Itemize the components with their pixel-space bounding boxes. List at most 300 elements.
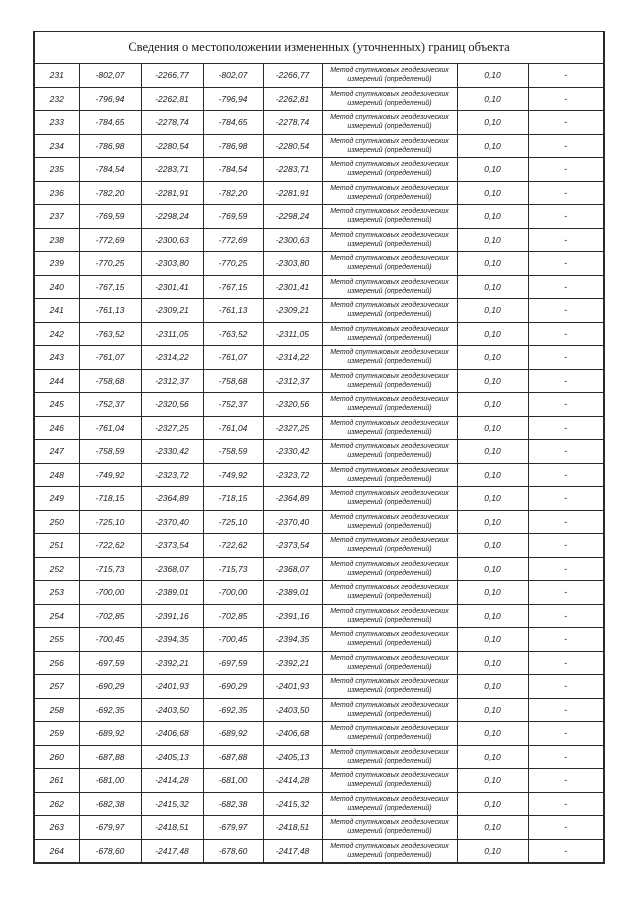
method-line-2: измерений (определений) bbox=[347, 217, 432, 225]
table-row bbox=[34, 698, 604, 722]
method-line-2: измерений (определений) bbox=[347, 851, 432, 859]
table-row bbox=[34, 745, 604, 769]
table-row bbox=[34, 534, 604, 558]
description-cell: - bbox=[528, 651, 604, 675]
updated-y-cell: -2391,16 bbox=[263, 604, 322, 628]
table-row bbox=[34, 557, 604, 581]
method-line-2: измерений (определений) bbox=[347, 828, 432, 836]
method-line-1: Метод спутниковых геодезических bbox=[330, 607, 449, 615]
accuracy-cell: 0,10 bbox=[457, 510, 528, 534]
method-line-2: измерений (определений) bbox=[347, 405, 432, 413]
point-number-cell: 233 bbox=[34, 111, 79, 135]
boundary-coordinates-table bbox=[33, 31, 605, 864]
method-line-1: Метод спутниковых геодезических bbox=[330, 819, 449, 827]
description-cell: - bbox=[528, 816, 604, 840]
updated-x-cell: -689,92 bbox=[203, 722, 263, 746]
table-row bbox=[34, 346, 604, 370]
accuracy-cell: 0,10 bbox=[457, 816, 528, 840]
description-cell: - bbox=[528, 792, 604, 816]
method-line-2: измерений (определений) bbox=[347, 522, 432, 530]
accuracy-cell: 0,10 bbox=[457, 369, 528, 393]
existing-y-cell: -2311,05 bbox=[141, 322, 203, 346]
existing-y-cell: -2312,37 bbox=[141, 369, 203, 393]
point-number-cell: 242 bbox=[34, 322, 79, 346]
point-number-cell: 257 bbox=[34, 675, 79, 699]
existing-y-cell: -2364,89 bbox=[141, 487, 203, 511]
method-line-2: измерений (определений) bbox=[347, 287, 432, 295]
method-cell bbox=[322, 181, 457, 205]
updated-x-cell: -700,45 bbox=[203, 628, 263, 652]
description-cell: - bbox=[528, 181, 604, 205]
accuracy-cell: 0,10 bbox=[457, 393, 528, 417]
method-cell bbox=[322, 628, 457, 652]
accuracy-cell: 0,10 bbox=[457, 604, 528, 628]
point-number-cell: 264 bbox=[34, 839, 79, 863]
updated-x-cell: -758,68 bbox=[203, 369, 263, 393]
method-cell bbox=[322, 158, 457, 182]
point-number-cell: 255 bbox=[34, 628, 79, 652]
method-line-2: измерений (определений) bbox=[347, 546, 432, 554]
updated-x-cell: -763,52 bbox=[203, 322, 263, 346]
accuracy-cell: 0,10 bbox=[457, 158, 528, 182]
updated-x-cell: -749,92 bbox=[203, 463, 263, 487]
existing-y-cell: -2370,40 bbox=[141, 510, 203, 534]
method-line-2: измерений (определений) bbox=[347, 475, 432, 483]
description-cell: - bbox=[528, 299, 604, 323]
table-row bbox=[34, 252, 604, 276]
description-cell: - bbox=[528, 369, 604, 393]
existing-y-cell: -2280,54 bbox=[141, 134, 203, 158]
point-number-cell: 234 bbox=[34, 134, 79, 158]
updated-x-cell: -761,04 bbox=[203, 416, 263, 440]
table-row bbox=[34, 651, 604, 675]
updated-y-cell: -2406,68 bbox=[263, 722, 322, 746]
table-row bbox=[34, 463, 604, 487]
method-line-2: измерений (определений) bbox=[347, 569, 432, 577]
method-cell bbox=[322, 228, 457, 252]
method-line-2: измерений (определений) bbox=[347, 663, 432, 671]
method-line-2: измерений (определений) bbox=[347, 710, 432, 718]
updated-y-cell: -2309,21 bbox=[263, 299, 322, 323]
method-line-2: измерений (определений) bbox=[347, 734, 432, 742]
table-row bbox=[34, 322, 604, 346]
existing-x-cell: -770,25 bbox=[79, 252, 141, 276]
updated-x-cell: -722,62 bbox=[203, 534, 263, 558]
accuracy-cell: 0,10 bbox=[457, 628, 528, 652]
description-cell: - bbox=[528, 252, 604, 276]
method-line-2: измерений (определений) bbox=[347, 240, 432, 248]
method-line-1: Метод спутниковых геодезических bbox=[330, 255, 449, 263]
updated-x-cell: -784,54 bbox=[203, 158, 263, 182]
updated-y-cell: -2283,71 bbox=[263, 158, 322, 182]
table-row bbox=[34, 792, 604, 816]
updated-x-cell: -767,15 bbox=[203, 275, 263, 299]
method-cell bbox=[322, 322, 457, 346]
method-line-1: Метод спутниковых геодезических bbox=[330, 466, 449, 474]
point-number-cell: 254 bbox=[34, 604, 79, 628]
updated-x-cell: -758,59 bbox=[203, 440, 263, 464]
method-line-2: измерений (определений) bbox=[347, 99, 432, 107]
existing-y-cell: -2417,48 bbox=[141, 839, 203, 863]
existing-x-cell: -796,94 bbox=[79, 87, 141, 111]
method-line-1: Метод спутниковых геодезических bbox=[330, 584, 449, 592]
method-line-2: измерений (определений) bbox=[347, 311, 432, 319]
updated-x-cell: -702,85 bbox=[203, 604, 263, 628]
table-row bbox=[34, 839, 604, 863]
table-title: Сведения о местоположении измененных (уточненных) границ объекта bbox=[34, 32, 604, 64]
accuracy-cell: 0,10 bbox=[457, 722, 528, 746]
updated-y-cell: -2418,51 bbox=[263, 816, 322, 840]
description-cell: - bbox=[528, 322, 604, 346]
method-cell bbox=[322, 111, 457, 135]
point-number-cell: 256 bbox=[34, 651, 79, 675]
updated-x-cell: -692,35 bbox=[203, 698, 263, 722]
accuracy-cell: 0,10 bbox=[457, 275, 528, 299]
point-number-cell: 247 bbox=[34, 440, 79, 464]
method-line-2: измерений (определений) bbox=[347, 757, 432, 765]
method-line-1: Метод спутниковых геодезических bbox=[330, 443, 449, 451]
existing-y-cell: -2405,13 bbox=[141, 745, 203, 769]
document-page bbox=[33, 31, 603, 864]
table-row bbox=[34, 510, 604, 534]
existing-x-cell: -761,07 bbox=[79, 346, 141, 370]
accuracy-cell: 0,10 bbox=[457, 698, 528, 722]
method-cell bbox=[322, 604, 457, 628]
existing-y-cell: -2330,42 bbox=[141, 440, 203, 464]
point-number-cell: 262 bbox=[34, 792, 79, 816]
point-number-cell: 231 bbox=[34, 64, 79, 88]
existing-y-cell: -2327,25 bbox=[141, 416, 203, 440]
updated-y-cell: -2392,21 bbox=[263, 651, 322, 675]
table-row bbox=[34, 816, 604, 840]
method-line-1: Метод спутниковых геодезических bbox=[330, 419, 449, 427]
method-line-1: Метод спутниковых геодезических bbox=[330, 678, 449, 686]
point-number-cell: 260 bbox=[34, 745, 79, 769]
method-cell bbox=[322, 581, 457, 605]
description-cell: - bbox=[528, 416, 604, 440]
method-cell bbox=[322, 64, 457, 88]
method-cell bbox=[322, 816, 457, 840]
method-line-1: Метод спутниковых геодезических bbox=[330, 67, 449, 75]
existing-y-cell: -2281,91 bbox=[141, 181, 203, 205]
accuracy-cell: 0,10 bbox=[457, 228, 528, 252]
updated-y-cell: -2389,01 bbox=[263, 581, 322, 605]
description-cell: - bbox=[528, 487, 604, 511]
method-line-2: измерений (определений) bbox=[347, 616, 432, 624]
existing-y-cell: -2320,56 bbox=[141, 393, 203, 417]
description-cell: - bbox=[528, 463, 604, 487]
existing-x-cell: -682,38 bbox=[79, 792, 141, 816]
accuracy-cell: 0,10 bbox=[457, 111, 528, 135]
existing-y-cell: -2262,81 bbox=[141, 87, 203, 111]
updated-x-cell: -681,00 bbox=[203, 769, 263, 793]
table-row bbox=[34, 416, 604, 440]
method-line-1: Метод спутниковых геодезических bbox=[330, 349, 449, 357]
updated-y-cell: -2330,42 bbox=[263, 440, 322, 464]
accuracy-cell: 0,10 bbox=[457, 487, 528, 511]
description-cell: - bbox=[528, 87, 604, 111]
method-line-2: измерений (определений) bbox=[347, 146, 432, 154]
accuracy-cell: 0,10 bbox=[457, 581, 528, 605]
updated-y-cell: -2278,74 bbox=[263, 111, 322, 135]
table-row bbox=[34, 134, 604, 158]
method-cell bbox=[322, 463, 457, 487]
accuracy-cell: 0,10 bbox=[457, 839, 528, 863]
table-row bbox=[34, 158, 604, 182]
existing-x-cell: -761,13 bbox=[79, 299, 141, 323]
description-cell: - bbox=[528, 769, 604, 793]
method-cell bbox=[322, 275, 457, 299]
updated-x-cell: -697,59 bbox=[203, 651, 263, 675]
updated-y-cell: -2280,54 bbox=[263, 134, 322, 158]
updated-y-cell: -2405,13 bbox=[263, 745, 322, 769]
method-line-1: Метод спутниковых геодезических bbox=[330, 184, 449, 192]
method-cell bbox=[322, 769, 457, 793]
point-number-cell: 249 bbox=[34, 487, 79, 511]
method-line-2: измерений (определений) bbox=[347, 170, 432, 178]
updated-x-cell: -687,88 bbox=[203, 745, 263, 769]
existing-y-cell: -2323,72 bbox=[141, 463, 203, 487]
existing-y-cell: -2368,07 bbox=[141, 557, 203, 581]
method-cell bbox=[322, 299, 457, 323]
method-line-1: Метод спутниковых геодезических bbox=[330, 278, 449, 286]
existing-x-cell: -692,35 bbox=[79, 698, 141, 722]
updated-x-cell: -752,37 bbox=[203, 393, 263, 417]
accuracy-cell: 0,10 bbox=[457, 557, 528, 581]
method-cell bbox=[322, 134, 457, 158]
existing-x-cell: -722,62 bbox=[79, 534, 141, 558]
accuracy-cell: 0,10 bbox=[457, 64, 528, 88]
method-line-2: измерений (определений) bbox=[347, 123, 432, 131]
updated-y-cell: -2301,41 bbox=[263, 275, 322, 299]
table-row bbox=[34, 675, 604, 699]
updated-y-cell: -2415,32 bbox=[263, 792, 322, 816]
existing-x-cell: -697,59 bbox=[79, 651, 141, 675]
point-number-cell: 263 bbox=[34, 816, 79, 840]
description-cell: - bbox=[528, 275, 604, 299]
method-cell bbox=[322, 252, 457, 276]
updated-x-cell: -772,69 bbox=[203, 228, 263, 252]
method-line-2: измерений (определений) bbox=[347, 804, 432, 812]
table-row bbox=[34, 228, 604, 252]
updated-y-cell: -2311,05 bbox=[263, 322, 322, 346]
description-cell: - bbox=[528, 628, 604, 652]
method-line-2: измерений (определений) bbox=[347, 687, 432, 695]
method-cell bbox=[322, 722, 457, 746]
method-line-2: измерений (определений) bbox=[347, 264, 432, 272]
updated-x-cell: -761,07 bbox=[203, 346, 263, 370]
description-cell: - bbox=[528, 722, 604, 746]
description-cell: - bbox=[528, 228, 604, 252]
method-line-2: измерений (определений) bbox=[347, 76, 432, 84]
table-row bbox=[34, 87, 604, 111]
existing-x-cell: -690,29 bbox=[79, 675, 141, 699]
existing-x-cell: -763,52 bbox=[79, 322, 141, 346]
existing-y-cell: -2415,32 bbox=[141, 792, 203, 816]
existing-x-cell: -678,60 bbox=[79, 839, 141, 863]
existing-x-cell: -681,00 bbox=[79, 769, 141, 793]
table-row bbox=[34, 393, 604, 417]
method-line-1: Метод спутниковых геодезических bbox=[330, 795, 449, 803]
existing-x-cell: -772,69 bbox=[79, 228, 141, 252]
updated-y-cell: -2300,63 bbox=[263, 228, 322, 252]
method-line-2: измерений (определений) bbox=[347, 428, 432, 436]
updated-x-cell: -761,13 bbox=[203, 299, 263, 323]
existing-x-cell: -700,45 bbox=[79, 628, 141, 652]
existing-x-cell: -689,92 bbox=[79, 722, 141, 746]
point-number-cell: 244 bbox=[34, 369, 79, 393]
updated-y-cell: -2368,07 bbox=[263, 557, 322, 581]
updated-x-cell: -782,20 bbox=[203, 181, 263, 205]
existing-x-cell: -718,15 bbox=[79, 487, 141, 511]
updated-x-cell: -715,73 bbox=[203, 557, 263, 581]
table-row bbox=[34, 64, 604, 88]
updated-x-cell: -769,59 bbox=[203, 205, 263, 229]
method-cell bbox=[322, 346, 457, 370]
method-cell bbox=[322, 792, 457, 816]
method-line-1: Метод спутниковых геодезических bbox=[330, 842, 449, 850]
existing-y-cell: -2391,16 bbox=[141, 604, 203, 628]
point-number-cell: 261 bbox=[34, 769, 79, 793]
description-cell: - bbox=[528, 393, 604, 417]
method-line-2: измерений (определений) bbox=[347, 499, 432, 507]
table-row bbox=[34, 181, 604, 205]
description-cell: - bbox=[528, 64, 604, 88]
updated-y-cell: -2281,91 bbox=[263, 181, 322, 205]
existing-y-cell: -2389,01 bbox=[141, 581, 203, 605]
method-line-1: Метод спутниковых геодезических bbox=[330, 560, 449, 568]
method-line-2: измерений (определений) bbox=[347, 358, 432, 366]
existing-y-cell: -2303,80 bbox=[141, 252, 203, 276]
accuracy-cell: 0,10 bbox=[457, 651, 528, 675]
updated-y-cell: -2401,93 bbox=[263, 675, 322, 699]
updated-x-cell: -796,94 bbox=[203, 87, 263, 111]
method-cell bbox=[322, 675, 457, 699]
table-row bbox=[34, 440, 604, 464]
description-cell: - bbox=[528, 440, 604, 464]
point-number-cell: 252 bbox=[34, 557, 79, 581]
existing-x-cell: -715,73 bbox=[79, 557, 141, 581]
existing-y-cell: -2314,22 bbox=[141, 346, 203, 370]
method-line-1: Метод спутниковых геодезических bbox=[330, 537, 449, 545]
description-cell: - bbox=[528, 581, 604, 605]
point-number-cell: 239 bbox=[34, 252, 79, 276]
existing-x-cell: -725,10 bbox=[79, 510, 141, 534]
method-line-2: измерений (определений) bbox=[347, 781, 432, 789]
point-number-cell: 251 bbox=[34, 534, 79, 558]
description-cell: - bbox=[528, 346, 604, 370]
existing-y-cell: -2403,50 bbox=[141, 698, 203, 722]
method-line-1: Метод спутниковых геодезических bbox=[330, 90, 449, 98]
method-cell bbox=[322, 205, 457, 229]
table-row bbox=[34, 487, 604, 511]
method-line-1: Метод спутниковых геодезических bbox=[330, 772, 449, 780]
updated-y-cell: -2417,48 bbox=[263, 839, 322, 863]
existing-x-cell: -758,59 bbox=[79, 440, 141, 464]
point-number-cell: 250 bbox=[34, 510, 79, 534]
accuracy-cell: 0,10 bbox=[457, 463, 528, 487]
accuracy-cell: 0,10 bbox=[457, 534, 528, 558]
existing-x-cell: -782,20 bbox=[79, 181, 141, 205]
existing-y-cell: -2418,51 bbox=[141, 816, 203, 840]
description-cell: - bbox=[528, 111, 604, 135]
updated-y-cell: -2303,80 bbox=[263, 252, 322, 276]
description-cell: - bbox=[528, 134, 604, 158]
method-line-1: Метод спутниковых геодезических bbox=[330, 654, 449, 662]
accuracy-cell: 0,10 bbox=[457, 252, 528, 276]
point-number-cell: 258 bbox=[34, 698, 79, 722]
updated-x-cell: -784,65 bbox=[203, 111, 263, 135]
table-row bbox=[34, 581, 604, 605]
accuracy-cell: 0,10 bbox=[457, 134, 528, 158]
updated-y-cell: -2364,89 bbox=[263, 487, 322, 511]
existing-y-cell: -2394,35 bbox=[141, 628, 203, 652]
accuracy-cell: 0,10 bbox=[457, 87, 528, 111]
updated-y-cell: -2298,24 bbox=[263, 205, 322, 229]
point-number-cell: 240 bbox=[34, 275, 79, 299]
existing-x-cell: -767,15 bbox=[79, 275, 141, 299]
existing-y-cell: -2414,28 bbox=[141, 769, 203, 793]
accuracy-cell: 0,10 bbox=[457, 205, 528, 229]
existing-x-cell: -749,92 bbox=[79, 463, 141, 487]
point-number-cell: 253 bbox=[34, 581, 79, 605]
existing-x-cell: -679,97 bbox=[79, 816, 141, 840]
table-title-row bbox=[34, 32, 604, 64]
method-cell bbox=[322, 510, 457, 534]
updated-x-cell: -725,10 bbox=[203, 510, 263, 534]
updated-y-cell: -2262,81 bbox=[263, 87, 322, 111]
method-line-1: Метод спутниковых геодезических bbox=[330, 490, 449, 498]
updated-x-cell: -700,00 bbox=[203, 581, 263, 605]
method-cell bbox=[322, 557, 457, 581]
table-row bbox=[34, 628, 604, 652]
accuracy-cell: 0,10 bbox=[457, 792, 528, 816]
point-number-cell: 235 bbox=[34, 158, 79, 182]
existing-x-cell: -784,65 bbox=[79, 111, 141, 135]
updated-x-cell: -678,60 bbox=[203, 839, 263, 863]
method-line-1: Метод спутниковых геодезических bbox=[330, 725, 449, 733]
point-number-cell: 248 bbox=[34, 463, 79, 487]
existing-y-cell: -2401,93 bbox=[141, 675, 203, 699]
updated-x-cell: -690,29 bbox=[203, 675, 263, 699]
point-number-cell: 241 bbox=[34, 299, 79, 323]
existing-x-cell: -786,98 bbox=[79, 134, 141, 158]
accuracy-cell: 0,10 bbox=[457, 745, 528, 769]
description-cell: - bbox=[528, 205, 604, 229]
existing-y-cell: -2373,54 bbox=[141, 534, 203, 558]
updated-y-cell: -2312,37 bbox=[263, 369, 322, 393]
accuracy-cell: 0,10 bbox=[457, 416, 528, 440]
method-line-1: Метод спутниковых геодезических bbox=[330, 701, 449, 709]
point-number-cell: 243 bbox=[34, 346, 79, 370]
existing-y-cell: -2301,41 bbox=[141, 275, 203, 299]
updated-y-cell: -2414,28 bbox=[263, 769, 322, 793]
existing-x-cell: -802,07 bbox=[79, 64, 141, 88]
existing-x-cell: -758,68 bbox=[79, 369, 141, 393]
existing-x-cell: -769,59 bbox=[79, 205, 141, 229]
method-line-2: измерений (определений) bbox=[347, 193, 432, 201]
accuracy-cell: 0,10 bbox=[457, 346, 528, 370]
method-cell bbox=[322, 839, 457, 863]
existing-x-cell: -702,85 bbox=[79, 604, 141, 628]
accuracy-cell: 0,10 bbox=[457, 769, 528, 793]
table-row bbox=[34, 205, 604, 229]
point-number-cell: 238 bbox=[34, 228, 79, 252]
method-cell bbox=[322, 745, 457, 769]
existing-y-cell: -2298,24 bbox=[141, 205, 203, 229]
accuracy-cell: 0,10 bbox=[457, 299, 528, 323]
method-line-2: измерений (определений) bbox=[347, 593, 432, 601]
